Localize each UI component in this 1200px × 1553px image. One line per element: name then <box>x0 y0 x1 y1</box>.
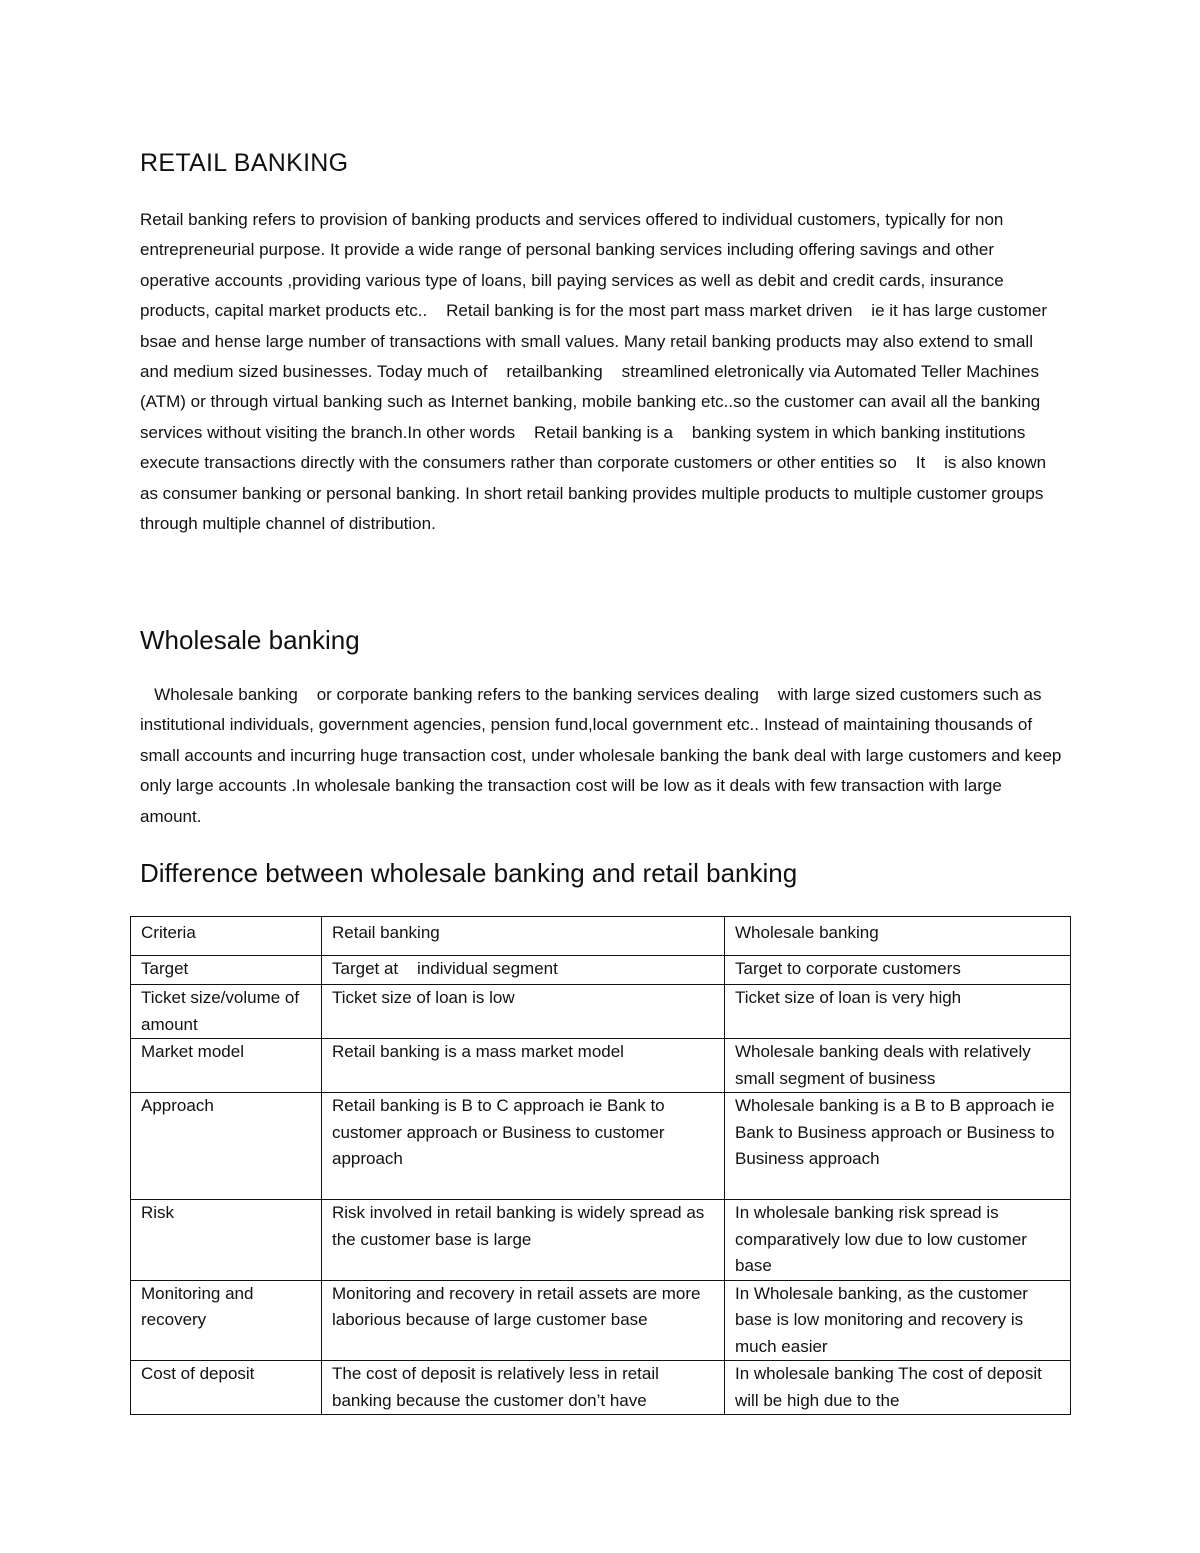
table-cell: Ticket size of loan is very high <box>725 985 1071 1039</box>
table-row <box>131 985 1071 1039</box>
table-row <box>131 1361 1071 1415</box>
table-cell: Target at individual segment <box>322 956 725 985</box>
table-cell: Market model <box>131 1039 322 1093</box>
table-cell: Target to corporate customers <box>725 956 1071 985</box>
table-cell: Ticket size of loan is low <box>322 985 725 1039</box>
retail-banking-heading: RETAIL BANKING <box>140 149 349 177</box>
table-cell: Wholesale banking is a B to B approach ie Bank to Business approach or Business to Business approach <box>725 1093 1071 1200</box>
table-cell: Target <box>131 956 322 985</box>
table-cell: The cost of deposit is relatively less in retail banking because the customer don’t have <box>322 1361 725 1415</box>
table-cell: Monitoring and recovery in retail assets are more laborious because of large customer base <box>322 1280 725 1361</box>
wholesale-paragraph-text: Wholesale banking or corporate banking refers to the banking services dealing with large sized customers such as institutional individuals, government agencies, pension fund,local government etc.. Instead of maintaining thousands of small accounts and incurring huge transaction cost, under wholesale banking the bank deal with large customers and keep only large accounts .In wholesale banking the transaction cost will be low as it deals with few transaction with large amount. <box>140 685 1067 826</box>
table-cell: In Wholesale banking, as the customer base is low monitoring and recovery is much easier <box>725 1280 1071 1361</box>
table-cell: Ticket size/volume of amount <box>131 985 322 1039</box>
difference-heading: Difference between wholesale banking and retail banking <box>140 858 798 888</box>
table-cell: Risk involved in retail banking is widely spread as the customer base is large <box>322 1200 725 1281</box>
table-header-row <box>131 917 1071 956</box>
table-row <box>131 956 1071 985</box>
table-cell: In wholesale banking The cost of deposit will be high due to the <box>725 1361 1071 1415</box>
retail-banking-paragraph: Retail banking refers to provision of banking products and services offered to individual customers, typically for non entrepreneurial purpose. It provide a wide range of personal banking services including offering savings and other operative accounts ,providing various type of loans, bill paying services as well as debit and credit cards, insurance products, capital market products etc.. Retail banking is for the most part mass market driven ie it has large customer bsae and hense large number of transactions with small values. Many retail banking products may also extend to small and medium sized businesses. Today much of retailbanking streamlined eletronically via Automated Teller Machines (ATM) or through virtual banking such as Internet banking, mobile banking etc..so the customer can avail all the banking services without visiting the branch.In other words Retail banking is a banking system in which banking institutions execute transactions directly with the consumers rather than corporate customers or other entities so It is also known as consumer banking or personal banking. In short retail banking provides multiple products to multiple customer groups through multiple channel of distribution. <box>140 210 1052 534</box>
table-cell: Retail banking is B to C approach ie Bank to customer approach or Business to customer approach <box>322 1093 725 1200</box>
table-cell: Risk <box>131 1200 322 1281</box>
table-cell: Monitoring and recovery <box>131 1280 322 1361</box>
table-row <box>131 1093 1071 1200</box>
table-cell: Cost of deposit <box>131 1361 322 1415</box>
table-cell: Retail banking is a mass market model <box>322 1039 725 1093</box>
table-row <box>131 1280 1071 1361</box>
table-row <box>131 1200 1071 1281</box>
table-cell: In wholesale banking risk spread is comparatively low due to low customer base <box>725 1200 1071 1281</box>
table-cell: Wholesale banking deals with relatively small segment of business <box>725 1039 1071 1093</box>
header-wholesale-banking: Wholesale banking <box>725 917 1071 956</box>
table-cell: Approach <box>131 1093 322 1200</box>
table-row <box>131 1039 1071 1093</box>
header-criteria: Criteria <box>131 917 322 956</box>
wholesale-banking-heading: Wholesale banking <box>140 625 360 655</box>
header-retail-banking: Retail banking <box>322 917 725 956</box>
wholesale-banking-paragraph <box>140 680 1065 832</box>
comparison-table <box>130 916 1074 1415</box>
